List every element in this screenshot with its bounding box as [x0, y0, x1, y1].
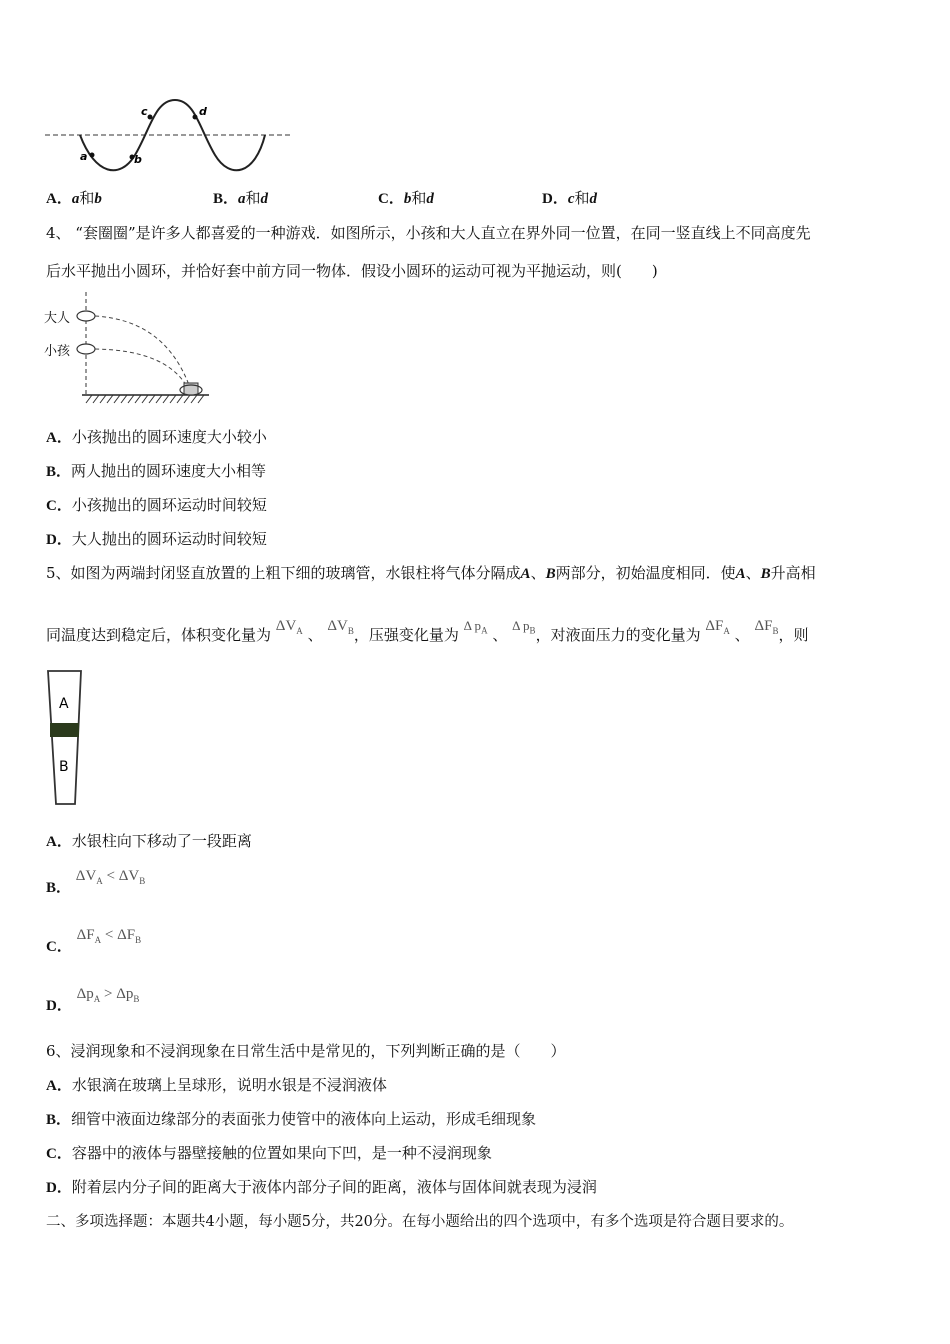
q3-option-d: D．c和d: [542, 189, 598, 207]
tube-label-a: A: [59, 696, 69, 712]
q4-option-c: C．小孩抛出的圆环运动时间较短: [46, 496, 267, 514]
q4-option-d: D．大人抛出的圆环运动时间较短: [46, 530, 267, 548]
wave-label-b: b: [134, 153, 142, 166]
q6-option-b: B．细管中液面边缘部分的表面张力使管中的液体向上运动，形成毛细现象: [46, 1110, 537, 1128]
q5-option-d: D． $\Delta p_A > \Delta p_B$: [46, 986, 140, 1014]
q5-option-a: A．水银柱向下移动了一段距离: [46, 832, 252, 850]
tube-outline: [48, 671, 81, 804]
mercury-column: [50, 723, 79, 737]
option-d-formula: $\Delta p_A > \Delta p_B$: [76, 986, 140, 1004]
option-c-formula: $\Delta F_A < \Delta F_B$: [76, 927, 142, 945]
wave-figure: [40, 95, 295, 175]
q4-stem-line1: 4、 “套圈圈”是许多人都喜爱的一种游戏．如图所示，小孩和大人直立在界外同一位置，在同一竖直线上不同高度先: [46, 224, 811, 242]
q3-option-c: C．b和d: [378, 189, 434, 207]
wave-label-d: d: [199, 105, 207, 118]
q5-option-c: C． $\Delta F_A < \Delta F_B$: [46, 927, 142, 955]
wave-point-c: [148, 115, 153, 120]
q5-stem-line1: 5、如图为两端封闭竖直放置的上粗下细的玻璃管，水银柱将气体分隔成A、B两部分，初始温度相同．使A、B升高相: [46, 564, 816, 582]
adult-trajectory: [95, 316, 189, 385]
q4-option-b: B．两人抛出的圆环速度大小相等: [46, 462, 267, 480]
delta-vb: $\Delta V_B$: [327, 618, 354, 636]
adult-ring: [77, 311, 95, 321]
q4-stem-line2: 后水平抛出小圆环，并恰好套中前方同一物体．假设小圆环的运动可视为平抛运动，则( ): [46, 262, 658, 280]
section2-heading: 二、多项选择题：本题共4小题，每小题5分，共20分。在每小题给出的四个选项中，有多个选项是符合题目要求的。: [46, 1214, 794, 1230]
wave-point-d: [193, 115, 198, 120]
q5-option-b: B． $\Delta V_A < \Delta V_B$: [46, 868, 146, 896]
delta-fa: $\Delta F_A$: [705, 618, 730, 636]
wave-point-a: [90, 153, 95, 158]
q4-option-a: A．小孩抛出的圆环速度大小较小: [46, 428, 267, 446]
delta-va: $\Delta V_A$: [275, 618, 303, 636]
tube-label-b: B: [59, 759, 69, 775]
child-ring: [77, 344, 95, 354]
glass-tube-figure: [44, 668, 90, 808]
adult-label: 大人: [44, 311, 71, 326]
delta-pb: Δ $p_B$: [512, 618, 536, 636]
q6-option-d: D．附着层内分子间的距离大于液体内部分子间的距离，液体与固体间就表现为浸润: [46, 1178, 597, 1196]
child-label: 小孩: [44, 344, 71, 359]
q6-option-c: C．容器中的液体与器壁接触的位置如果向下凹，是一种不浸润现象: [46, 1144, 492, 1162]
delta-fb: $\Delta F_B$: [754, 618, 779, 636]
child-trajectory: [95, 349, 186, 385]
q3-option-a: A．a和b: [46, 189, 102, 207]
wave-label-a: a: [80, 150, 88, 163]
wave-label-c: c: [141, 105, 148, 118]
q6-stem: 6、浸润现象和不浸润现象在日常生活中是常见的，下列判断正确的是（ ）: [46, 1042, 566, 1060]
delta-pa: Δ $p_A$: [463, 618, 488, 636]
q5-stem-line2: 同温度达到稳定后，体积变化量为 $\Delta V_A$ 、 $\Delta V_B$，压强变化量为 Δ $p_A$ 、 Δ $p_B$，对液面压力的变化量为 $\Delta F_A$ 、 $\Delta F_B$，则: [46, 618, 809, 644]
ground-hatch: [86, 395, 204, 403]
option-b-formula: $\Delta V_A < \Delta V_B$: [75, 868, 146, 886]
q6-option-a: A．水银滴在玻璃上呈球形，说明水银是不浸润液体: [46, 1076, 387, 1094]
q3-option-b: B．a和d: [213, 189, 269, 207]
